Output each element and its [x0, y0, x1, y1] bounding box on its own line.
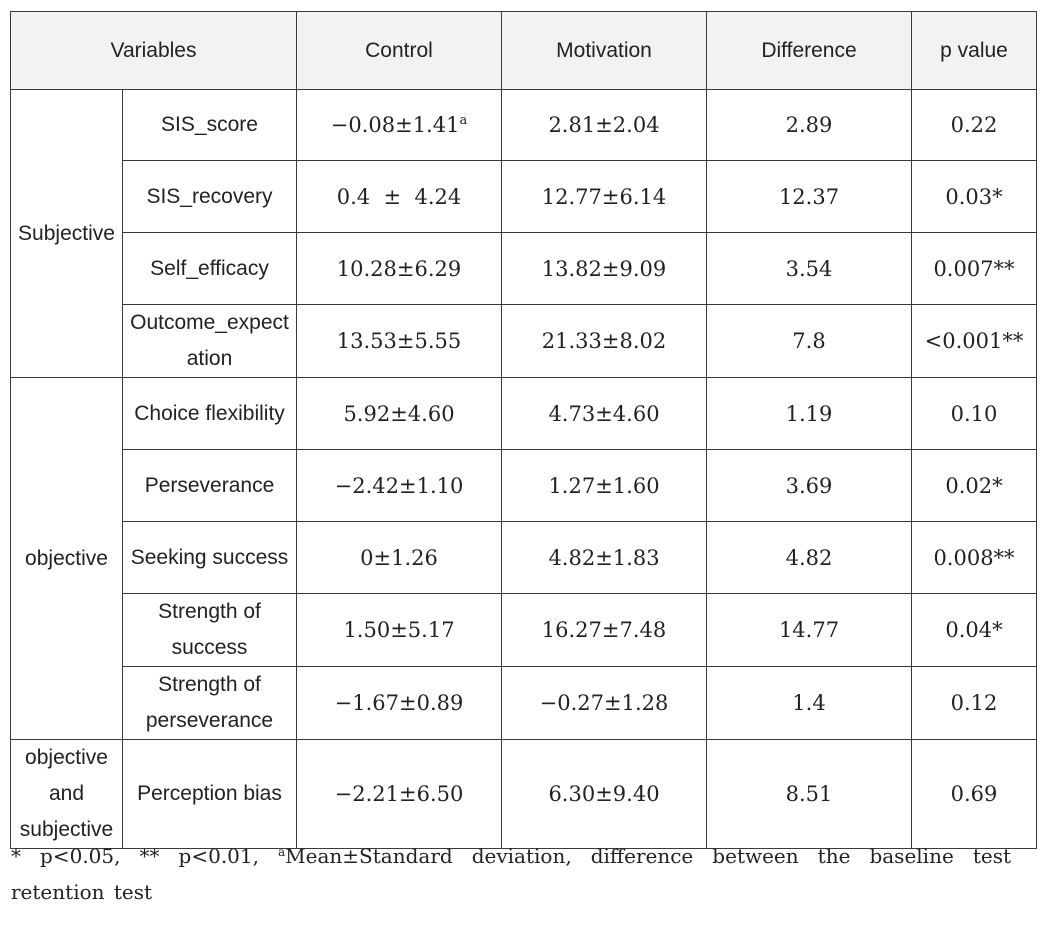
header-control: Control — [297, 12, 502, 90]
table-row — [11, 522, 1037, 594]
difference-cell: 14.77 — [707, 594, 912, 667]
variable-cell: Perseverance — [123, 450, 297, 522]
p-value-cell: 0.69 — [912, 740, 1037, 849]
p-value-cell: 0.12 — [912, 667, 1037, 740]
difference-cell: 7.8 — [707, 305, 912, 378]
table-row — [11, 740, 1037, 849]
motivation-cell: 16.27±7.48 — [502, 594, 707, 667]
variable-cell: Strength of perseverance — [123, 667, 297, 740]
motivation-cell: 12.77±6.14 — [502, 161, 707, 233]
difference-cell: 8.51 — [707, 740, 912, 849]
p-value-cell: 0.007** — [912, 233, 1037, 305]
p-value-cell: 0.04* — [912, 594, 1037, 667]
header-p-value: p value — [912, 12, 1037, 90]
variable-cell: Perception bias — [123, 740, 297, 849]
variable-cell: Outcome_expect ation — [123, 305, 297, 378]
p-value-cell: 0.008** — [912, 522, 1037, 594]
control-cell: 5.92±4.60 — [297, 378, 502, 450]
motivation-cell: −0.27±1.28 — [502, 667, 707, 740]
difference-cell: 3.54 — [707, 233, 912, 305]
motivation-cell: 13.82±9.09 — [502, 233, 707, 305]
control-cell: 1.50±5.17 — [297, 594, 502, 667]
difference-cell: 3.69 — [707, 450, 912, 522]
variable-cell: Strength of success — [123, 594, 297, 667]
control-cell: −2.21±6.50 — [297, 740, 502, 849]
group-subjective: Subjective — [11, 90, 123, 378]
table-row — [11, 378, 1037, 450]
variable-cell: SIS_recovery — [123, 161, 297, 233]
motivation-cell: 4.73±4.60 — [502, 378, 707, 450]
group-objective: objective — [11, 378, 123, 740]
motivation-cell: 21.33±8.02 — [502, 305, 707, 378]
header-difference: Difference — [707, 12, 912, 90]
difference-cell: 1.19 — [707, 378, 912, 450]
p-value-cell: 0.03* — [912, 161, 1037, 233]
motivation-cell: 2.81±2.04 — [502, 90, 707, 161]
difference-cell: 2.89 — [707, 90, 912, 161]
table-footnote: * p<0.05, ** p<0.01, $^a$Mean±Standard deviation, difference between the baseline test retention test — [11, 844, 1011, 904]
header-row — [11, 12, 1037, 90]
control-cell: −2.42±1.10 — [297, 450, 502, 522]
motivation-cell: 1.27±1.60 — [502, 450, 707, 522]
table-row — [11, 450, 1037, 522]
group-objective-and-subjective: objective and subjective — [11, 740, 123, 849]
variable-cell: Choice flexibility — [123, 378, 297, 450]
difference-cell: 1.4 — [707, 667, 912, 740]
control-cell: 13.53±5.55 — [297, 305, 502, 378]
header-motivation: Motivation — [502, 12, 707, 90]
table-row — [11, 667, 1037, 740]
motivation-cell: 6.30±9.40 — [502, 740, 707, 849]
variable-cell: Seeking success — [123, 522, 297, 594]
variable-cell: SIS_score — [123, 90, 297, 161]
control-cell: −0.08±1.41$^a$ — [297, 90, 502, 161]
p-value-cell: <0.001** — [912, 305, 1037, 378]
table-row — [11, 305, 1037, 378]
control-cell: 0±1.26 — [297, 522, 502, 594]
control-cell: 10.28±6.29 — [297, 233, 502, 305]
table-row — [11, 161, 1037, 233]
motivation-cell: 4.82±1.83 — [502, 522, 707, 594]
control-cell: 0.4 ± 4.24 — [297, 161, 502, 233]
difference-cell: 12.37 — [707, 161, 912, 233]
p-value-cell: 0.22 — [912, 90, 1037, 161]
header-variables: Variables — [11, 12, 297, 90]
difference-cell: 4.82 — [707, 522, 912, 594]
table-row — [11, 594, 1037, 667]
control-cell: −1.67±0.89 — [297, 667, 502, 740]
p-value-cell: 0.10 — [912, 378, 1037, 450]
variable-cell: Self_efficacy — [123, 233, 297, 305]
table-row — [11, 90, 1037, 161]
p-value-cell: 0.02* — [912, 450, 1037, 522]
table-row — [11, 233, 1037, 305]
results-table — [10, 11, 1037, 849]
